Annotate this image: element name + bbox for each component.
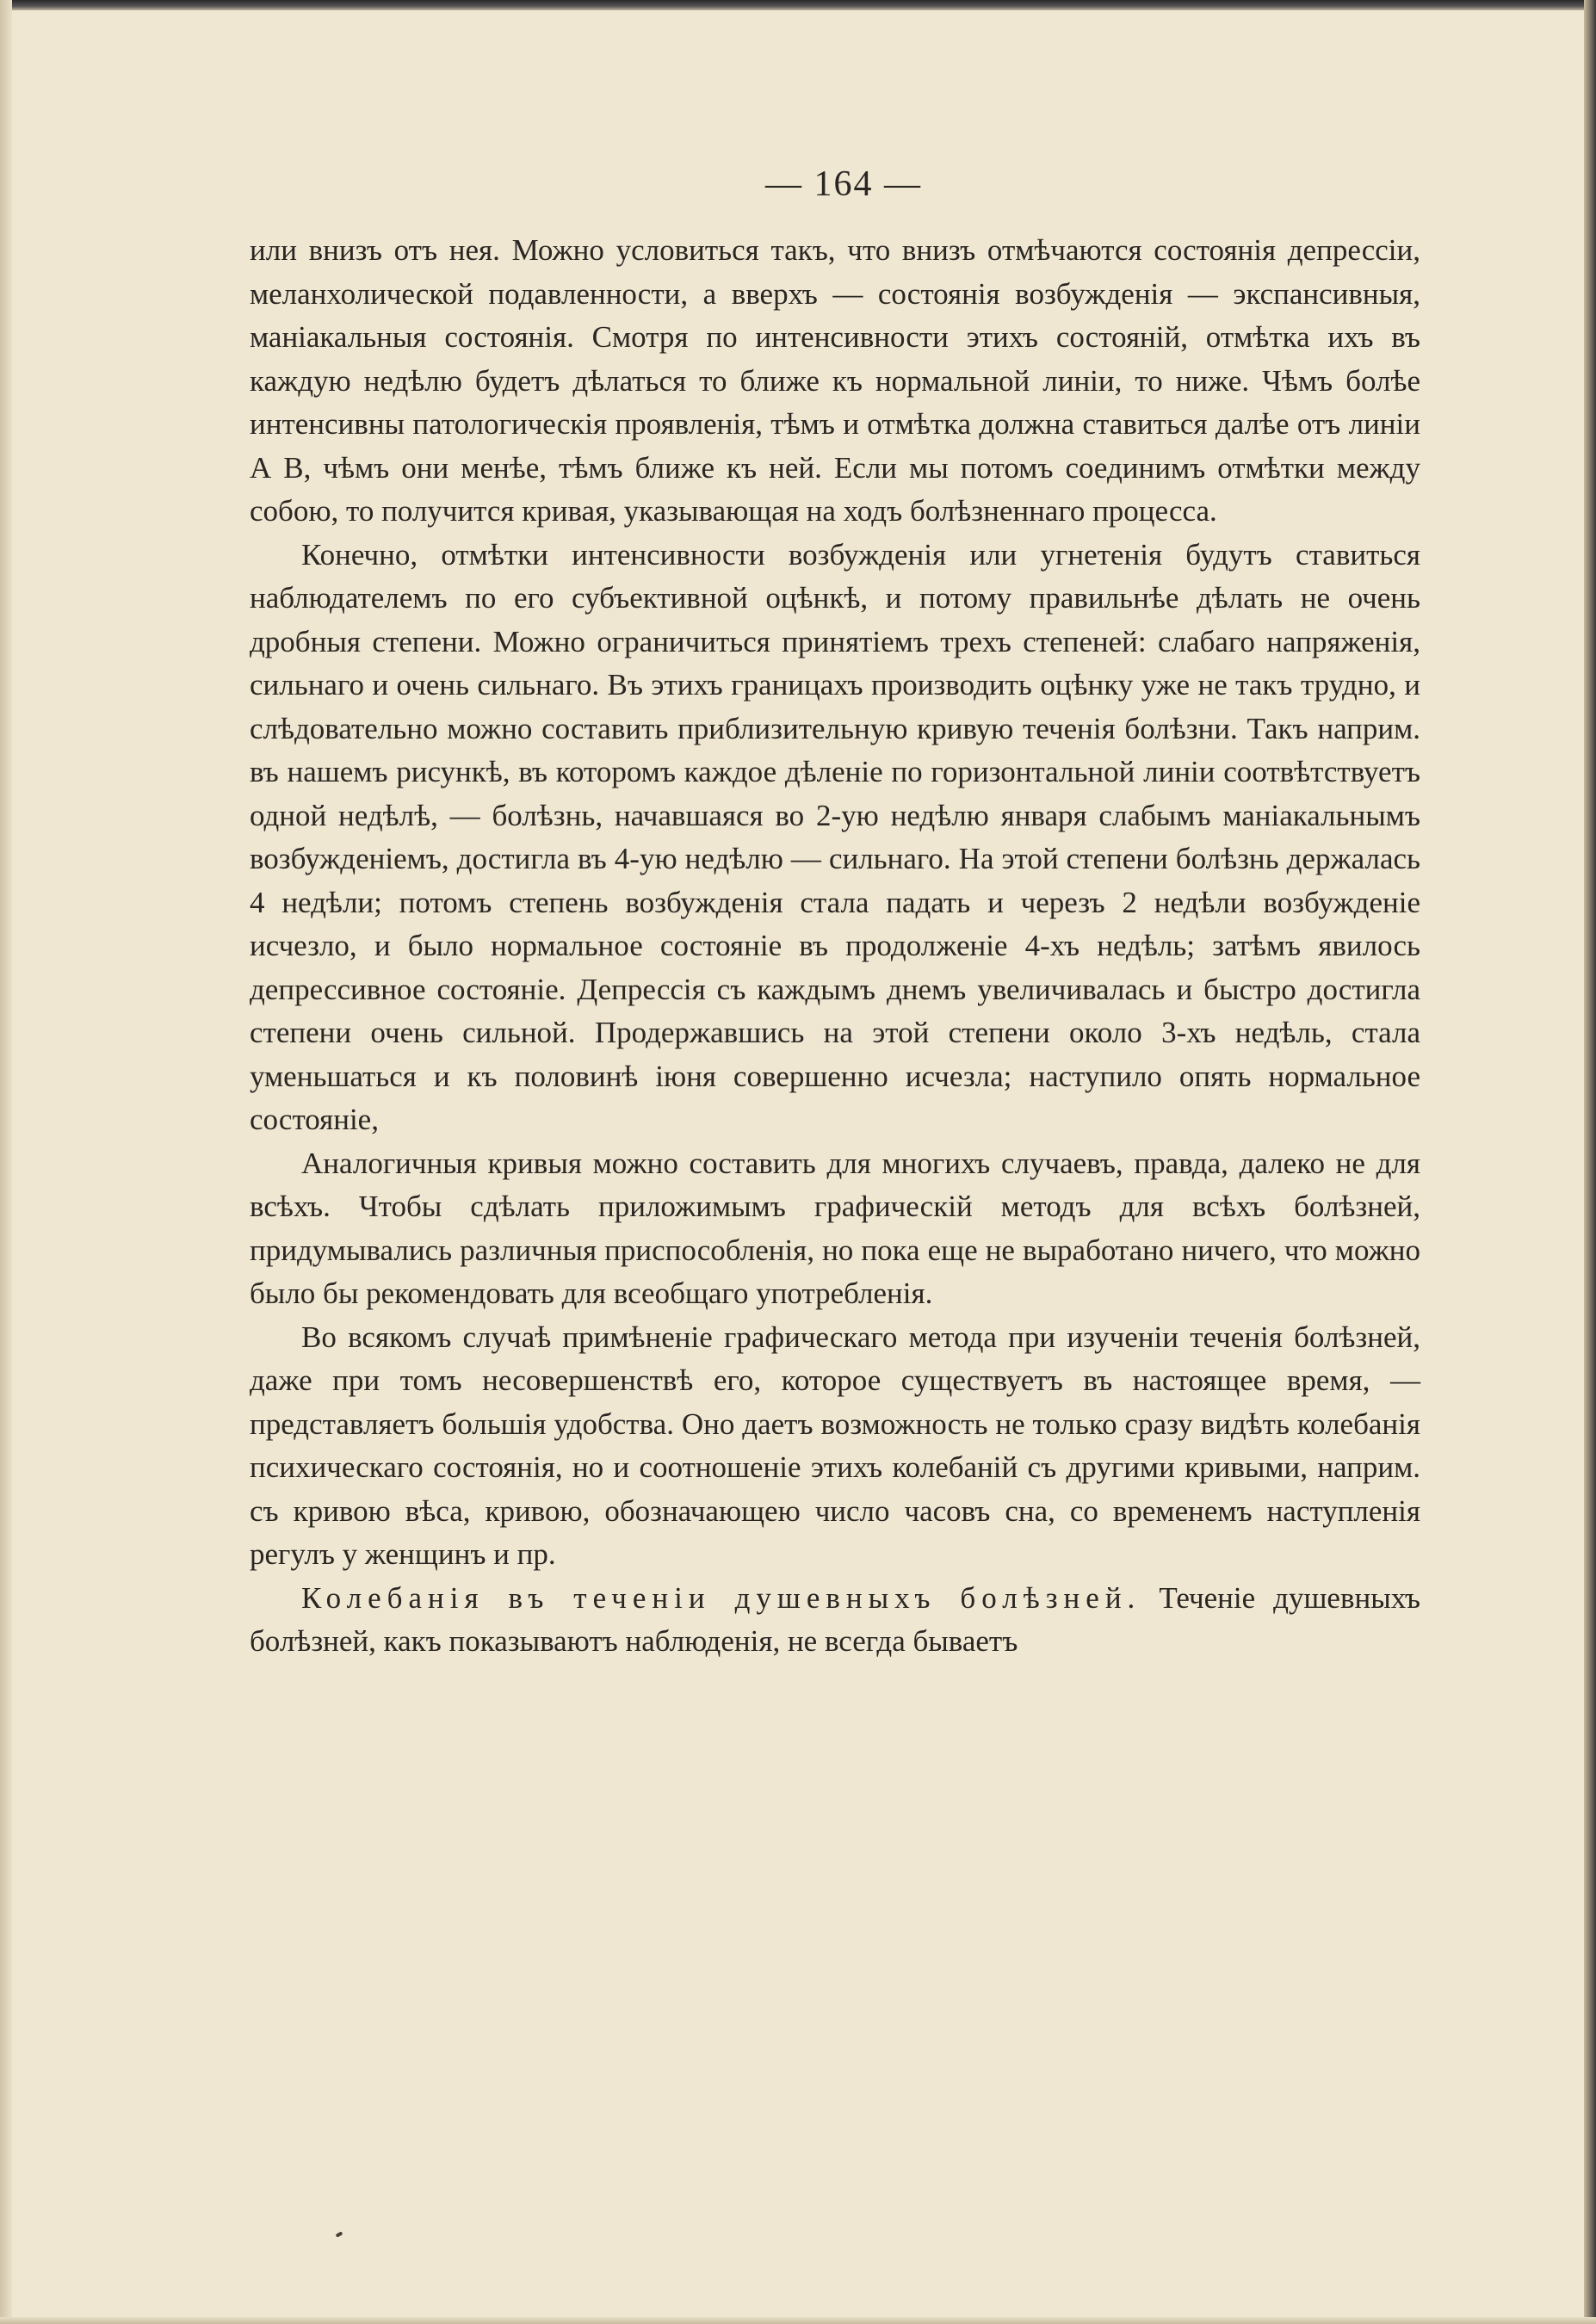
book-page xyxy=(250,164,1420,1664)
paragraph-2: Конечно, отмѣтки интенсивности возбужденія или угнетенія будутъ ставиться наблюдателемъ по его субъективной оцѣнкѣ, и потому правильнѣе дѣлать не очень дробныя степени. Можно ограничиться принятіемъ трехъ степеней: слабаго напряженія, сильнаго и очень сильнаго. Въ этихъ границахъ производить оцѣнку уже не такъ трудно, и слѣдовательно можно составить приблизительную кривую теченія болѣзни. Такъ наприм. въ нашемъ рисункѣ, въ которомъ каждое дѣленіе по горизонтальной линіи соотвѣтствуетъ одной недѣлѣ, — болѣзнь, начавшаяся во 2-ую недѣлю января слабымъ маніакальнымъ возбужденіемъ, достигла въ 4-ую недѣлю — сильнаго. На этой степени болѣзнь держалась 4 недѣли; потомъ степень возбужденія стала падать и черезъ 2 недѣли возбужденіе исчезло, и было нормальное состояніе въ продолженіе 4-хъ недѣль; затѣмъ явилось депрессивное состояніе. Депрессія съ каждымъ днемъ увеличивалась и быстро достигла степени очень сильной. Продержавшись на этой степени около 3-хъ недѣль, стала уменьшаться и къ половинѣ іюня совершенно исчезла; наступило опять нормальное состояніе, xyxy=(250,537,1420,1136)
section-heading: Колебанія въ теченіи душевныхъ болѣзней. xyxy=(301,1580,1141,1615)
paragraph-4: Во всякомъ случаѣ примѣненіе графическаго метода при изученіи теченія болѣзней, даже при томъ несовершенствѣ его, которое существуетъ въ настоящее время, — представляетъ большія удобства. Оно даетъ возможность не только сразу видѣть колебанія психическаго состоянія, но и соотношеніе этихъ колебаній съ другими кривыми, наприм. съ кривою вѣса, кривою, обозначающею число часовъ сна, со временемъ наступленія регулъ у женщинъ и пр. xyxy=(250,1320,1420,1571)
ink-speck xyxy=(336,2231,343,2237)
page-number: — 164 — xyxy=(765,164,922,204)
paragraph-5-text: Теченіе душевныхъ болѣзней, какъ показываютъ наблюденія, не всегда бываетъ xyxy=(250,1580,1420,1658)
paragraph-5 xyxy=(250,1577,1420,1664)
paragraph-3: Аналогичныя кривыя можно составить для многихъ случаевъ, правда, далеко не для всѣхъ. Чтобы сдѣлать приложимымъ графическій методъ для всѣхъ болѣзней, придумывались различныя приспособленія, но пока еще не выработано ничего, что можно было бы рекомендовать для всеобщаго употребленія. xyxy=(250,1146,1420,1310)
scan-top-edge xyxy=(0,0,1596,10)
scan-right-edge xyxy=(1584,0,1596,2324)
scan-left-edge xyxy=(0,0,12,2324)
scan-bottom-edge xyxy=(0,2317,1596,2324)
paragraph-1: или внизъ отъ нея. Можно условиться такъ, что внизъ отмѣчаются состоянія депрессіи, меланхолической подавленности, а вверхъ — состоянія возбужденія — экспансивныя, маніакальныя состоянія. Смотря по интенсивности этихъ состояній, отмѣтка ихъ въ каждую недѣлю будетъ дѣлаться то ближе къ нормальной линіи, то ниже. Чѣмъ болѣе интенсивны патологическія проявленія, тѣмъ и отмѣтка должна ставиться далѣе отъ линіи А В, чѣмъ они менѣе, тѣмъ ближе къ ней. Если мы потомъ соединимъ отмѣтки между собою, то получится кривая, указывающая на ходъ болѣзненнаго процесса. xyxy=(250,233,1420,528)
